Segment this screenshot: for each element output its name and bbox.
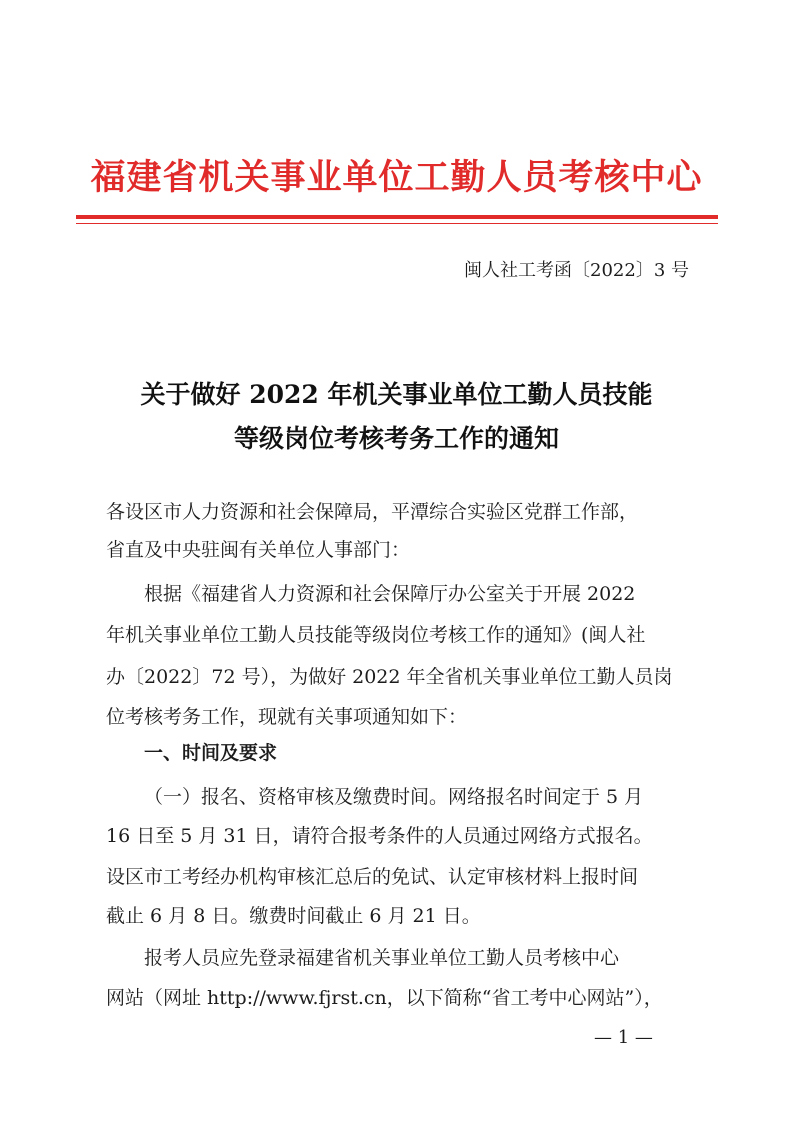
paragraph-line: 位考核考务工作，现就有关事项通知如下： bbox=[106, 706, 468, 728]
salutation-line-2: 省直及中央驻闽有关单位人事部门： bbox=[106, 539, 411, 561]
document-title-line-1: 关于做好 2022 年机关事业单位工勤人员技能 bbox=[140, 380, 653, 409]
paragraph-line: 报考人员应先登录福建省机关事业单位工勤人员考核中心 bbox=[144, 947, 620, 969]
red-rule-thin bbox=[76, 223, 718, 224]
section-heading: 一、时间及要求 bbox=[144, 742, 278, 764]
paragraph-line: 年机关事业单位工勤人员技能等级岗位考核工作的通知》(闽人社 bbox=[106, 624, 646, 646]
paragraph-line: 网站（网址 http://www.fjrst.cn，以下简称“省工考中心网站”）， bbox=[106, 987, 663, 1009]
paragraph-line: 办〔2022〕72 号），为做好 2022 年全省机关事业单位工勤人员岗 bbox=[106, 666, 673, 688]
paragraph-line: 截止 6 月 8 日。缴费时间截止 6 月 21 日。 bbox=[106, 905, 481, 927]
salutation-line-1: 各设区市人力资源和社会保障局，平潭综合实验区党群工作部， bbox=[106, 501, 639, 523]
paragraph-line: 16 日至 5 月 31 日，请符合报考条件的人员通过网络方式报名。 bbox=[106, 825, 653, 847]
org-header-title: 福建省机关事业单位工勤人员考核中心 bbox=[90, 158, 703, 198]
page-number: — 1 — bbox=[594, 1027, 653, 1048]
red-rule-thick bbox=[76, 215, 718, 219]
paragraph-line: 设区市工考经办机构审核汇总后的免试、认定审核材料上报时间 bbox=[106, 866, 639, 888]
paragraph-line: （一）报名、资格审核及缴费时间。网络报名时间定于 5 月 bbox=[144, 786, 644, 808]
document-number: 闽人社工考函〔2022〕3 号 bbox=[464, 260, 689, 281]
paragraph-line: 根据《福建省人力资源和社会保障厅办公室关于开展 2022 bbox=[144, 583, 636, 605]
document-title-line-2: 等级岗位考核考务工作的通知 bbox=[233, 424, 559, 453]
